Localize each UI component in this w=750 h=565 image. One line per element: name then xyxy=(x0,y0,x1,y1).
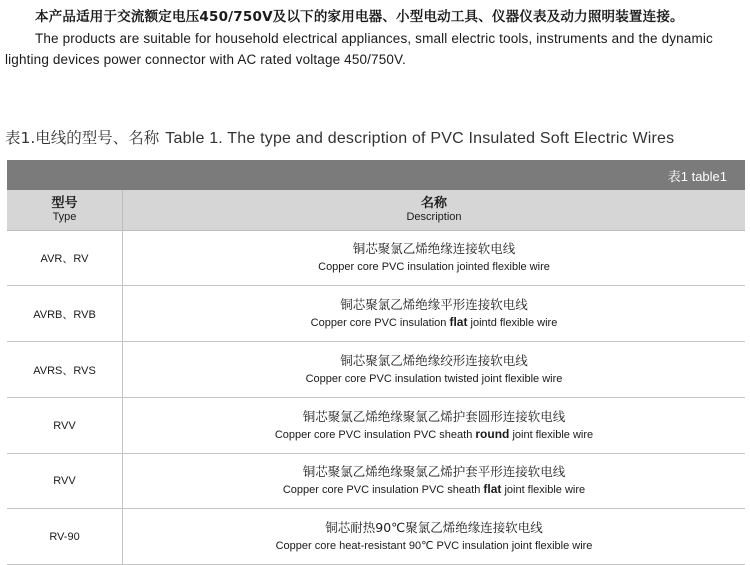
description-en-pre: Copper core PVC insulation xyxy=(310,316,450,329)
description-en xyxy=(275,426,593,444)
description-en-emphasis: round xyxy=(475,426,510,441)
description-cn: 铜芯耐热90℃聚氯乙烯绝缘连接软电线 xyxy=(325,519,543,535)
type-code: AVR、RV xyxy=(40,253,89,265)
description-en-pre: Copper core heat-resistant 90℃ PVC insulation joint flexible wire xyxy=(275,539,593,552)
table-caption xyxy=(5,126,750,148)
description-en-emphasis: flat xyxy=(449,314,468,329)
caption-en: Table 1. The type and description of PVC Insulated Soft Electric Wires xyxy=(165,130,675,147)
table-body xyxy=(7,231,745,565)
description-en-post: joint flexible wire xyxy=(509,428,594,441)
header-type-cn: 型号 xyxy=(51,196,78,211)
header-type xyxy=(7,190,122,230)
intro-paragraph xyxy=(5,6,745,70)
description-cn: 铜芯聚氯乙烯绝缘平形连接软电线 xyxy=(340,296,528,312)
description-en-post: jointd flexible wire xyxy=(467,316,558,329)
cell-description xyxy=(122,286,745,341)
cell-description xyxy=(122,231,745,285)
table-row xyxy=(7,454,745,509)
table-row xyxy=(7,509,745,565)
description-en xyxy=(283,481,585,499)
cell-description xyxy=(122,454,745,508)
wire-type-table xyxy=(7,160,745,565)
cell-type xyxy=(7,286,122,341)
description-en-pre: Copper core PVC insulation twisted joint flexible wire xyxy=(305,372,563,385)
table-tag-bar xyxy=(7,160,745,190)
cell-type xyxy=(7,342,122,397)
description-cn: 铜芯聚氯乙烯绝缘绞形连接软电线 xyxy=(340,352,528,368)
cell-type xyxy=(7,398,122,453)
table-header-row xyxy=(7,190,745,231)
cell-type xyxy=(7,509,122,564)
description-en xyxy=(311,314,558,332)
intro-text-en: The products are suitable for household electrical appliances, small electric tools, instruments and the dynamic lighting devices power connector with AC rated voltage 450/750V. xyxy=(5,31,713,67)
description-en xyxy=(306,370,563,388)
description-en-pre: Copper core PVC insulation jointed flexible wire xyxy=(318,261,550,273)
table-row xyxy=(7,286,745,342)
description-en-post: joint flexible wire xyxy=(501,484,586,496)
description-en-pre: Copper core PVC insulation PVC sheath xyxy=(274,428,476,441)
description-cn: 铜芯聚氯乙烯绝缘聚氯乙烯护套平形连接软电线 xyxy=(302,464,566,479)
description-en-pre: Copper core PVC insulation PVC sheath xyxy=(282,484,484,496)
cell-description xyxy=(122,398,745,453)
table-tag: 表1 table1 xyxy=(667,168,727,184)
table-row xyxy=(7,231,745,286)
caption-cn: 表1.电线的型号、名称 xyxy=(5,129,160,147)
table-row xyxy=(7,342,745,398)
header-description xyxy=(122,190,745,230)
cell-description xyxy=(122,342,745,397)
header-type-en: Type xyxy=(52,211,77,223)
description-cn: 铜芯聚氯乙烯绝缘连接软电线 xyxy=(352,241,516,256)
cell-description xyxy=(122,509,745,564)
type-code: AVRB、RVB xyxy=(33,308,96,321)
description-en-emphasis: flat xyxy=(483,482,502,496)
intro-text-cn: 本产品适用于交流额定电压450/750V及以下的家用电器、小型电动工具、仪器仪表及动力照明装置连接。 xyxy=(35,9,684,25)
header-desc-en: Description xyxy=(406,211,462,223)
header-desc-cn: 名称 xyxy=(420,196,447,211)
type-code: RVV xyxy=(53,475,76,487)
type-code: RV-90 xyxy=(49,530,80,543)
type-code: RVV xyxy=(53,419,76,432)
type-code: AVRS、RVS xyxy=(33,364,96,377)
description-en xyxy=(276,537,593,555)
description-cn: 铜芯聚氯乙烯绝缘聚氯乙烯护套圆形连接软电线 xyxy=(302,408,566,424)
cell-type xyxy=(7,231,122,285)
cell-type xyxy=(7,454,122,508)
table-row xyxy=(7,398,745,454)
description-en xyxy=(318,258,550,276)
